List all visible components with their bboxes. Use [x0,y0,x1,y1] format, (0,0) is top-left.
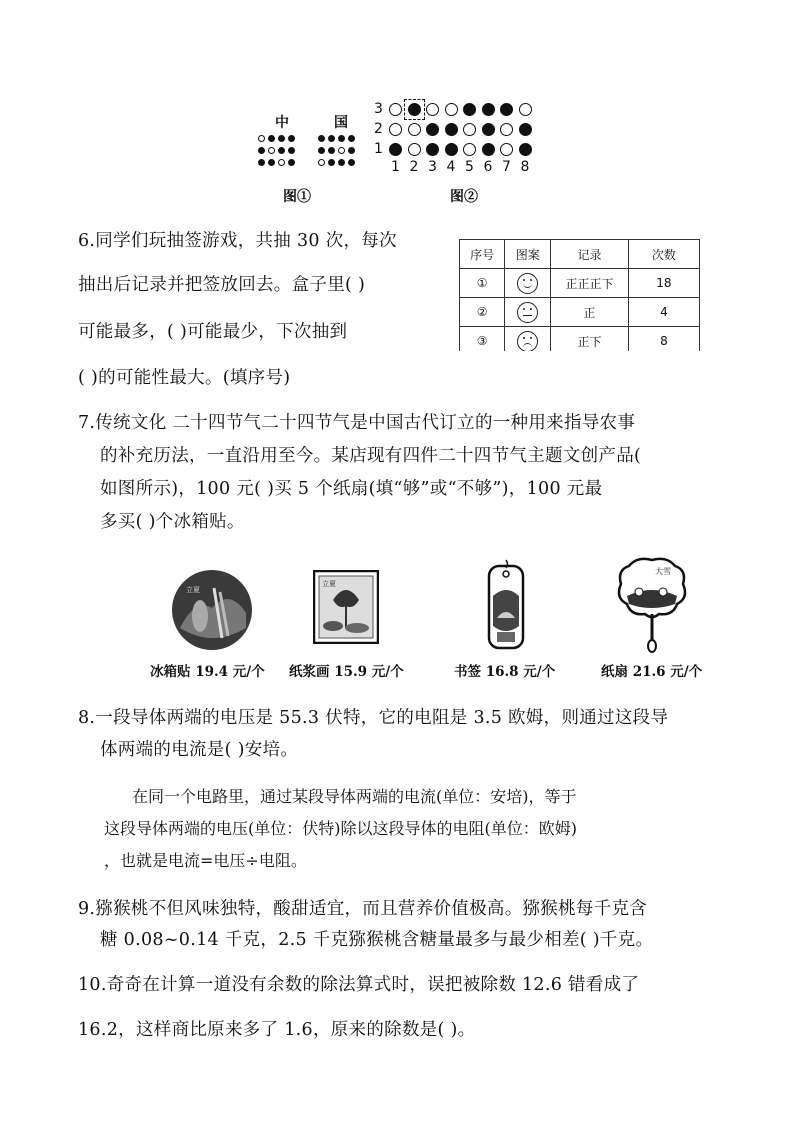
fig1-label: 图① [283,189,311,205]
svg-text:大雪: 大雪 [655,567,671,576]
header-pattern: 图案 [505,240,551,269]
q6-line-2: 抽出后记录并把签放回去。盒子里( ) [78,275,366,295]
braille-dot [288,147,295,154]
braille-dot [318,147,325,154]
braille-dot [278,159,285,166]
braille-dot [318,135,325,142]
product-label-pulp-painting: 纸浆画 15.9 元/个 [289,664,404,680]
svg-text:立夏: 立夏 [322,580,336,588]
filled-bead [445,143,458,156]
table-row [460,269,700,298]
header-count: 次数 [628,240,699,269]
empty-bead [389,103,402,116]
filled-bead [482,143,495,156]
braille-dot [338,135,345,142]
q9-line-2: 糖 0.08~0.14 千克，2.5 千克猕猴桃含糖量最多与最少相差( )千克。 [100,930,654,950]
braille-dot [288,135,295,142]
braille-dot [348,135,355,142]
q9-line-1: 9.猕猴桃不但风味独特，酸甜适宜，而且营养价值极高。猕猴桃每千克含 [78,899,648,919]
row-face [505,298,551,327]
paper-fan-icon [617,556,687,656]
braille-dot [258,135,265,142]
empty-bead [519,103,532,116]
row-count: 4 [628,298,699,327]
row-count: 8 [628,327,699,352]
q8-note-1: 在同一个电路里，通过某段导体两端的电流(单位：安培)，等于 [132,787,577,806]
smile-face-icon [517,273,538,294]
q6-line-3: 可能最多，( )可能最少，下次抽到 [78,322,348,342]
braille-dot [338,147,345,154]
row-id: ③ [460,327,505,352]
col-label: 6 [483,159,493,175]
q8-line-1: 8.一段导体两端的电压是 55.3 伏特，它的电阻是 3.5 欧姆，则通过这段导 [78,708,669,728]
row-label: 1 [374,141,383,157]
empty-bead [463,143,476,156]
col-label: 8 [520,159,530,175]
tally-table [459,239,700,351]
header-index: 序号 [460,240,505,269]
table-row [460,327,700,352]
row-id: ② [460,298,505,327]
braille-dot [268,135,275,142]
empty-bead [426,103,439,116]
braille-dot [258,147,265,154]
filled-bead [482,103,495,116]
empty-bead [463,123,476,136]
product-label-fridge-magnet: 冰箱贴 19.4 元/个 [150,664,265,680]
q7-line-3: 如图所示)，100 元( )买 5 个纸扇(填“够”或“不够”)，100 元最 [100,479,603,499]
col-label: 3 [428,159,437,175]
q6-line-4: ( )的可能性最大。(填序号) [78,368,291,388]
braille-dot [348,147,355,154]
col-label: 1 [391,159,400,175]
braille-dot [328,135,335,142]
braille-dot [268,159,275,166]
empty-bead [408,143,421,156]
empty-bead [408,123,421,136]
q10-line-2: 16.2，这样商比原来多了 1.6，原来的除数是( )。 [78,1020,476,1040]
col-label: 2 [409,159,419,175]
row-face [505,327,551,352]
q7-line-1: 7.传统文化 二十四节气二十四节气是中国古代订立的一种用来指导农事 [78,413,636,433]
pulp-painting-icon [313,570,379,644]
q6-line-1: 6.同学们玩抽签游戏，共抽 30 次，每次 [78,231,397,251]
filled-bead [426,123,439,136]
braille-dot [268,147,275,154]
fridge-magnet-icon [170,568,254,652]
product-label-paper-fan: 纸扇 21.6 元/个 [601,664,703,680]
empty-bead [445,103,458,116]
braille-dot [288,159,295,166]
braille-dot [348,159,355,166]
filled-bead [389,143,402,156]
row-label: 3 [374,101,383,117]
braille-dot [328,159,335,166]
bookmark-icon [483,556,529,652]
row-face [505,269,551,298]
q8-note-3: ，也就是电流=电压÷电阻。 [104,851,307,870]
char-guo: 国 [334,115,348,131]
tally-table-wrapper [459,239,701,351]
filled-bead [500,103,513,116]
filled-bead [445,123,458,136]
braille-dot [278,147,285,154]
row-label: 2 [374,121,383,137]
dashed-highlight-box [404,99,425,120]
col-label: 7 [502,159,511,175]
braille-dot [338,159,345,166]
filled-bead [519,143,532,156]
q8-line-2: 体两端的电流是( )安培。 [100,740,299,760]
row-record: 正下 [551,327,629,352]
q7-line-2: 的补充历法，一直沿用至今。某店现有四件二十四节气主题文创产品( [100,446,642,466]
col-label: 4 [446,159,456,175]
braille-dot [328,147,335,154]
header-record: 记录 [551,240,629,269]
product-label-bookmark: 书签 16.8 元/个 [454,664,556,680]
filled-bead [426,143,439,156]
braille-dot [258,159,265,166]
filled-bead [463,103,476,116]
empty-bead [500,143,513,156]
q8-note-2: 这段导体两端的电压(单位：伏特)除以这段导体的电阻(单位：欧姆) [104,819,577,838]
row-id: ① [460,269,505,298]
row-count: 18 [628,269,699,298]
neutral-face-icon [517,302,538,323]
col-label: 5 [465,159,474,175]
char-zhong: 中 [275,115,289,131]
row-record: 正 [551,298,629,327]
table-row [460,298,700,327]
braille-dot [278,135,285,142]
empty-bead [500,123,513,136]
svg-text:立夏: 立夏 [186,586,200,594]
braille-dot [318,159,325,166]
q7-line-4: 多买( )个冰箱贴。 [100,512,245,532]
filled-bead [519,123,532,136]
q10-line-1: 10.奇奇在计算一道没有余数的除法算式时，误把被除数 12.6 错看成了 [78,975,640,995]
empty-bead [389,123,402,136]
row-record: 正正正下 [551,269,629,298]
sad-face-icon [517,331,538,352]
filled-bead [482,123,495,136]
fig2-label: 图② [450,189,478,205]
